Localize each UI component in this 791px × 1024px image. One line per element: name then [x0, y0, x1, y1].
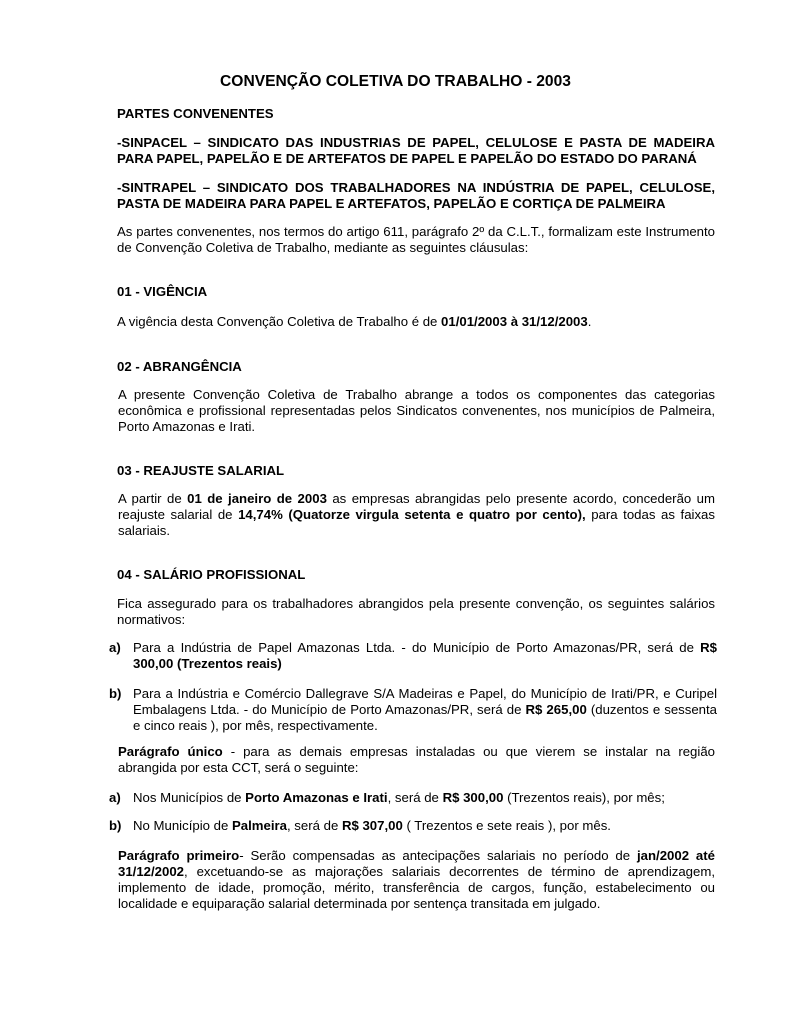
item-a-amount: R$ 300,00 (Trezentos reais) [133, 640, 717, 671]
item-d-text [133, 818, 717, 834]
clause-03-text-part: A partir de [118, 491, 188, 506]
parties-intro: As partes convenentes, nos termos do artigo 611, parágrafo 2º da C.L.T., formalizam este Instrumento de Convenção Coletiva de Trabalho, mediante as seguintes cláusulas: [117, 224, 715, 255]
paragrafo-primeiro-label: Parágrafo primeiro [118, 848, 240, 863]
item-c-text-part: Nos Municípios de [133, 790, 246, 805]
clause-03-heading: 03 - REAJUSTE SALARIAL [117, 463, 285, 478]
item-a-text-part: Para a Indústria de Papel Amazonas Ltda. - do Município de Porto Amazonas/PR, será de [133, 640, 701, 655]
clause-01-dates: 01/01/2003 à 31/12/2003 [441, 314, 588, 329]
item-c-cities: Porto Amazonas e Irati [245, 790, 388, 805]
parties-heading: PARTES CONVENENTES [117, 106, 274, 121]
item-d-label: b) [109, 818, 122, 833]
item-d-amount: R$ 307,00 [341, 818, 403, 833]
clause-04-intro: Fica assegurado para os trabalhadores abrangidos pela presente convenção, os seguintes salários normativos: [117, 596, 715, 627]
item-d-text-end: ( Trezentos e sete reais ), por mês. [402, 818, 611, 833]
item-d-city: Palmeira [231, 818, 287, 833]
paragrafo-primeiro-period: jan/2002 até 31/12/2002 [118, 848, 715, 879]
party-sintrapel: -SINTRAPEL – SINDICATO DOS TRABALHADORES NA INDÚSTRIA DE PAPEL, CELULOSE, PASTA DE MADEIRA PARA PAPEL E ARTEFATOS, PAPELÃO E CORTIÇA DE PALMEIRA [117, 180, 715, 211]
item-d-text-part: No Município de [133, 818, 232, 833]
paragrafo-unico-text: - para as demais empresas instaladas ou que vierem se instalar na região abrangida por esta CCT, será o seguinte: [118, 744, 715, 775]
item-a-label: a) [109, 640, 121, 655]
paragrafo-unico-label: Parágrafo único [118, 744, 223, 759]
item-c-label: a) [109, 790, 121, 805]
clause-02-text: A presente Convenção Coletiva de Trabalho abrange a todos os componentes das categorias econômica e profissional representadas pelos Sindicatos convenentes, nos municípios de Palmeira, Porto Amazonas e Irati. [118, 387, 715, 434]
clause-01-text-part: A vigência desta Convenção Coletiva de Trabalho é de [117, 314, 442, 329]
clause-02-heading: 02 - ABRANGÊNCIA [117, 359, 242, 374]
clause-03-percent: 14,74% (Quatorze virgula setenta e quatro por cento), [238, 507, 586, 522]
item-a-text [133, 640, 717, 672]
clause-03-date: 01 de janeiro de 2003 [187, 491, 327, 506]
clause-03-text-end: para todas as faixas salariais. [118, 507, 715, 538]
clause-03-text-part: as empresas abrangidas pelo presente acordo, concederão um reajuste salarial de [118, 491, 715, 522]
clause-04-heading: 04 - SALÁRIO PROFISSIONAL [117, 567, 306, 582]
item-c-text [133, 790, 717, 806]
item-b-text [133, 686, 717, 734]
clause-01-heading: 01 - VIGÊNCIA [117, 284, 208, 299]
paragrafo-primeiro [118, 848, 715, 912]
paragrafo-primeiro-text: - Serão compensadas as antecipações salariais no período de [239, 848, 637, 863]
paragrafo-unico [118, 744, 715, 776]
clause-03-text [118, 491, 715, 539]
clause-01-text-end: . [587, 314, 592, 329]
item-c-text-end: (Trezentos reais), por mês; [503, 790, 665, 805]
item-b-label: b) [109, 686, 122, 701]
clause-01-text [117, 314, 715, 330]
paragrafo-primeiro-text-end: , excetuando-se as majorações salariais decorrentes de término de aprendizagem, implemento de idade, promoção, mérito, transferência de cargos, função, estabelecimento ou localidade e equiparação salarial determinada por sentença transitada em julgado. [118, 864, 715, 911]
item-b-text-part: Para a Indústria e Comércio Dallegrave S/A Madeiras e Papel, do Município de Irati/PR, e Curipel Embalagens Ltda. - do Município de Porto Amazonas/PR, será de [133, 686, 717, 717]
item-b-text-end: (duzentos e sessenta e cinco reais ), por mês, respectivamente. [133, 702, 718, 733]
document-title: CONVENÇÃO COLETIVA DO TRABALHO - 2003 [220, 73, 571, 90]
item-d-text-part: , será de [286, 818, 342, 833]
party-sinpacel: -SINPACEL – SINDICATO DAS INDUSTRIAS DE PAPEL, CELULOSE E PASTA DE MADEIRA PARA PAPEL, PAPELÃO E DE ARTEFATOS DE PAPEL E PAPELÃO DO ESTADO DO PARANÁ [117, 135, 715, 166]
item-c-amount: R$ 300,00 [442, 790, 504, 805]
item-b-amount: R$ 265,00 [525, 702, 587, 717]
item-c-text-part: , será de [387, 790, 443, 805]
